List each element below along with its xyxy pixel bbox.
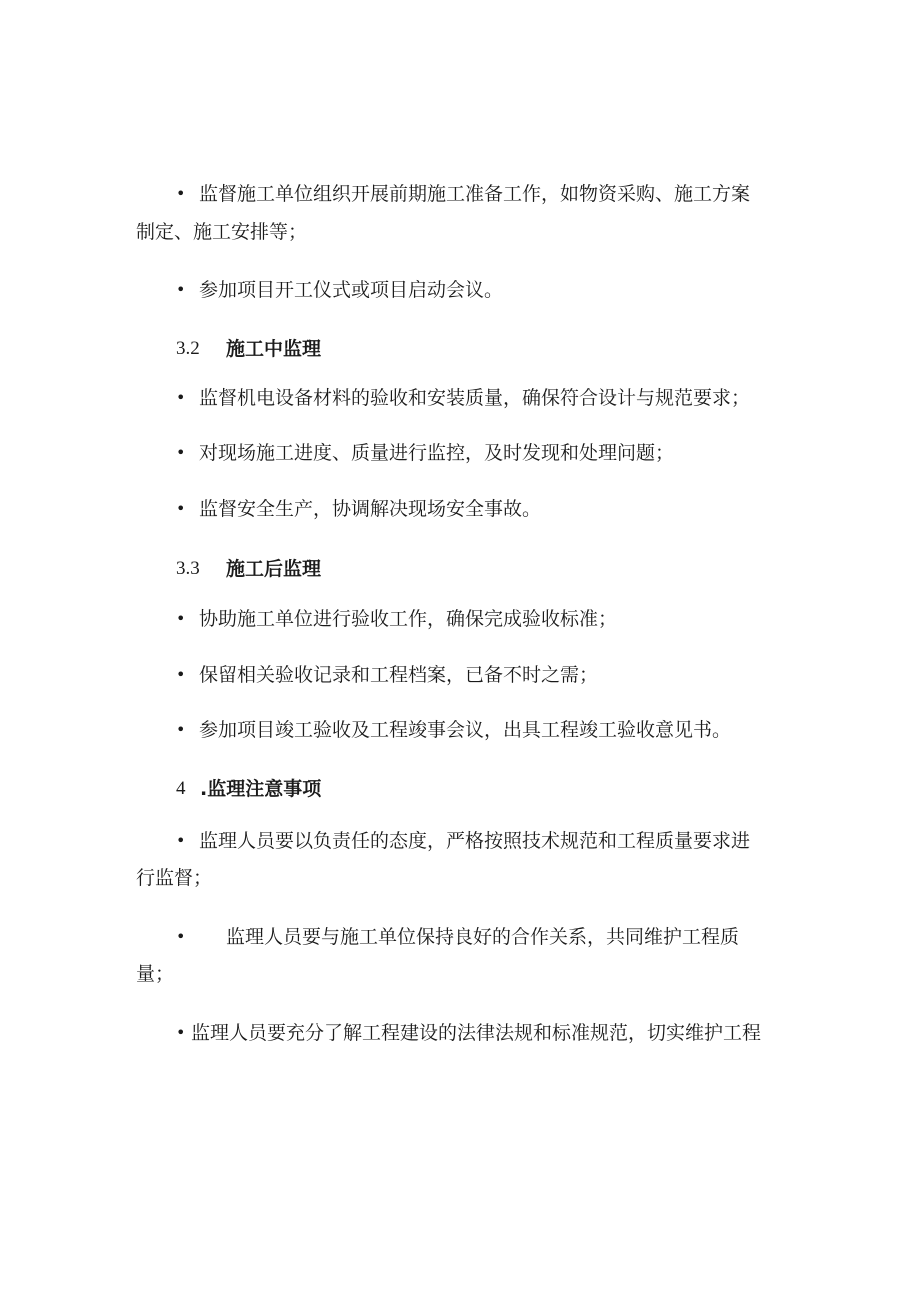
- bullet-icon: •: [176, 831, 186, 850]
- bullet-icon: •: [176, 184, 186, 203]
- bullet-icon: •: [176, 609, 186, 628]
- section-number: 3.2: [176, 338, 200, 359]
- list-item-text: 监理人员要以负责任的态度，严格按照技术规范和工程质量要求进: [199, 830, 751, 852]
- list-item-text: 监督安全生产，协调解决现场安全事故。: [199, 498, 542, 520]
- section-title: 施工后监理: [226, 558, 322, 580]
- list-item-text: 协助施工单位进行验收工作，确保完成验收标准；: [199, 608, 618, 630]
- list-item-text: 监理人员要充分了解工程建设的法律法规和标准规范，切实维护工程: [191, 1022, 762, 1044]
- bullet-icon: •: [176, 665, 186, 684]
- list-item-text: 参加项目竣工验收及工程竣事会议，出具工程竣工验收意见书。: [199, 719, 732, 741]
- list-item-text: 监督机电设备材料的验收和安装质量，确保符合设计与规范要求；: [199, 387, 751, 409]
- list-item-text: 对现场施工进度、质量进行监控，及时发现和处理问题；: [199, 442, 675, 464]
- list-item-text: 监督施工单位组织开展前期施工准备工作，如物资采购、施工方案: [199, 183, 751, 205]
- section-title: .监理注意事项: [200, 778, 322, 800]
- list-item-text: 参加项目开工仪式或项目启动会议。: [199, 279, 504, 301]
- bullet-icon: •: [176, 927, 186, 946]
- bullet-icon: •: [176, 499, 186, 518]
- list-item-text: 保留相关验收记录和工程档案，已备不时之需；: [199, 664, 599, 686]
- bullet-icon: •: [176, 443, 186, 462]
- list-item-text-continued: 行监督；: [136, 867, 213, 889]
- section-number: 3.3: [176, 558, 200, 579]
- list-item-text-continued: 制定、施工安排等；: [136, 221, 308, 243]
- list-item-text-continued: 量；: [136, 963, 175, 985]
- bullet-icon: •: [176, 388, 186, 407]
- bullet-icon: •: [176, 280, 186, 299]
- list-item-text: 监理人员要与施工单位保持良好的合作关系，共同维护工程质: [226, 926, 740, 948]
- section-title: 施工中监理: [226, 338, 322, 360]
- bullet-icon: •: [176, 1023, 186, 1042]
- section-number: 4: [176, 778, 186, 799]
- bullet-icon: •: [176, 720, 186, 739]
